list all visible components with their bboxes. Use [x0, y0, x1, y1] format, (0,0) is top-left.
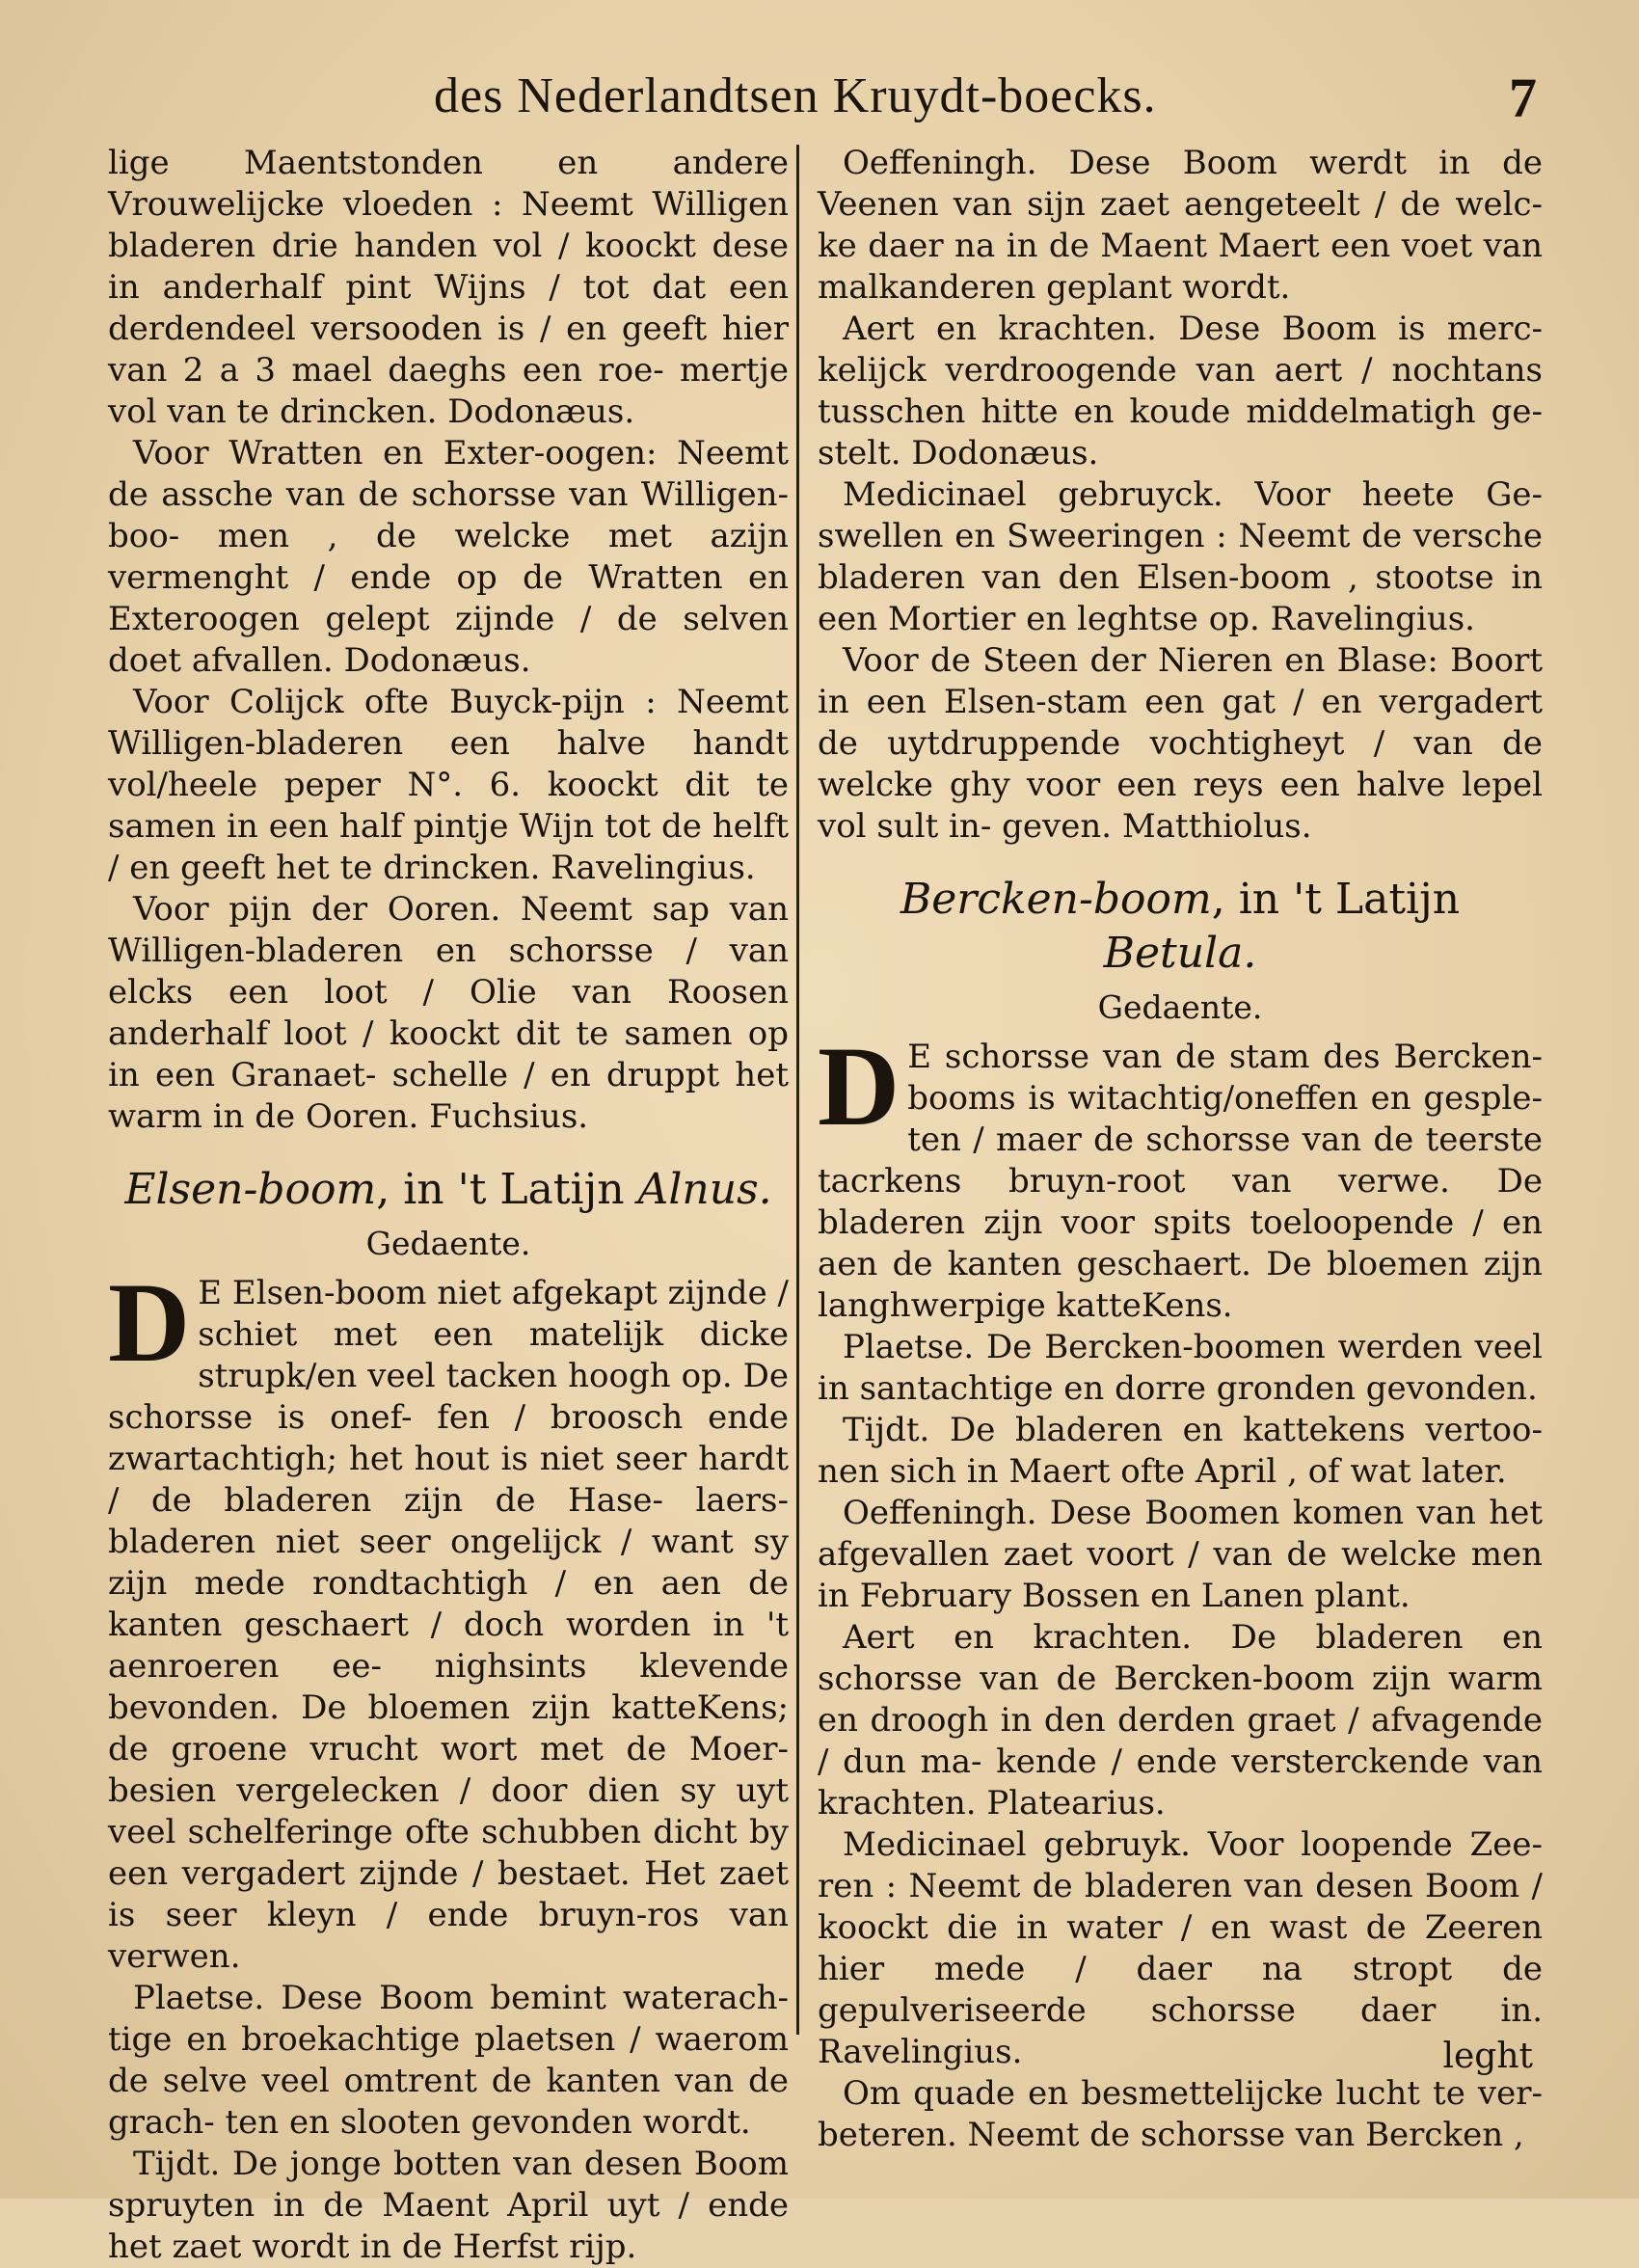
paragraph: Oeffeningh. Dese Boom werdt in de Veenen van sijn zaet aengeteelt / de welc- ke daer na in de Maent Maert een voet van malkanderen geplant wordt. [818, 144, 1543, 307]
paragraph: Medicinael gebruyk. Voor loopende Zee- ren : Neemt de bladeren van desen Boom / koockt die in water / en wast de Zeeren hier mede / daer na stropt de gepulveriseerde schorsse daer in. Ravelingius. [818, 1825, 1543, 2071]
drop-cap: D [108, 1259, 191, 1386]
paragraph: Aert en krachten. Dese Boom is merc- kelijck verdroogende van aert / nochtans tusschen hitte en koude middelmatigh ge- stelt. Dodonæus. [818, 310, 1543, 472]
page-header [0, 68, 1639, 145]
heading-latin: Betula. [1103, 929, 1257, 978]
paragraph-text: E schorsse van de stam des Bercken- booms is witachtig/oneffen en gesple- ten / maer de schorsse van de teerste tacrkens bruyn-root van verwe. De bladeren zijn voor spits toeloopende / en aen de kanten geschaert. De bloemen zijn langhwerpige katteKens. [818, 1038, 1543, 1325]
paragraph: Tijdt. De bladeren en kattekens vertoo- nen sich in Maert ofte April , of wat later. [818, 1411, 1543, 1491]
paragraph: Medicinael gebruyck. Voor heete Ge- swellen en Sweeringen : Neemt de versche bladeren van den Elsen-boom , stootse in een Mortier en leghtse op. Ravelingius. [818, 475, 1543, 638]
page-number: 7 [1509, 67, 1537, 129]
drop-cap: D [818, 1023, 900, 1149]
paragraph: Plaetse. De Bercken-boomen werden veel in santachtige en dorre gronden gevonden. [818, 1328, 1543, 1408]
paragraph: Om quade en besmettelijcke lucht te ver- beteren. Neemt de schorsse van Bercken , [818, 2074, 1543, 2154]
subheading: Gedaente. [365, 1225, 531, 1262]
heading-connector: , in 't Latijn [1211, 875, 1461, 924]
paragraph-with-dropcap [818, 1023, 1543, 1327]
paragraph: lige Maentstonden en andere Vrouwelijcke vloeden : Neemt Willigen bladeren drie handen vol / koockt dese in anderhalf pint Wijns / tot dat een derdendeel versooden is / en geeft hier van 2 a 3 mael daeghs een roe- mertje vol van te drincken. Dodonæus. [108, 144, 789, 431]
paragraph: Voor pijn der Ooren. Neemt sap van Willigen-bladeren en schorsse / van elcks een loot / Olie van Roosen anderhalf loot / koockt dit te samen op in een Granaet- schelle / en druppt het warm in de Ooren. Fuchsius. [108, 890, 789, 1136]
paragraph: Voor Wratten en Exter-oogen: Neemt de assche van de schorsse van Willigen-boo- men , de welcke met azijn vermenght / ende op de Wratten en Exteroogen gelept zijnde / de selven doet afvallen. Dodonæus. [108, 434, 789, 680]
paragraph: Tijdt. De jonge botten van desen Boom spruyten in de Maent April uyt / ende het zaet wordt in de Herfst rijp. [108, 2145, 789, 2266]
subheading: Gedaente. [1097, 988, 1263, 1026]
paragraph-text: E Elsen-boom niet afgekapt zijnde / schiet met een matelijk dicke strupk/en veel tacken hoogh op. De schorsse is onef- fen / broosch ende zwartachtigh; het hout is niet seer hardt / de bladeren zijn de Hase- laers-bladeren niet seer ongelijck / want sy zijn mede rondtachtigh / en aen de kanten geschaert / doch worden in 't aenroeren ee- nighsints klevende bevonden. De bloemen zijn katteKens; de groene vrucht wort met de Moer-besien vergelecken / door dien sy uyt veel schelferinge ofte schubben dicht by een vergadert zijnde / bestaet. Het zaet is seer kleyn / ende bruyn-ros van verwen. [108, 1274, 789, 1976]
heading-connector: , in 't Latijn [376, 1165, 638, 1214]
section-heading-elsen-boom [108, 1163, 789, 1217]
left-column [108, 143, 789, 2268]
heading-latin: Alnus. [637, 1165, 772, 1214]
paragraph: Voor Colijck ofte Buyck-pijn : Neemt Willigen-bladeren een halve handt vol/heele peper N°. 6. koockt dit te samen in een half pintje Wijn tot de helft / en geeft het te drincken. Ravelingius. [108, 683, 789, 887]
section-heading-bercken-boom [818, 873, 1543, 981]
running-title: des Nederlandtsen Kruydt-boecks. [434, 68, 1157, 123]
column-divider [796, 145, 799, 2035]
heading-name: Elsen-boom [124, 1165, 377, 1214]
right-column [818, 143, 1543, 2156]
heading-name: Bercken-boom [900, 875, 1212, 924]
paragraph: Voor de Steen der Nieren en Blase: Boort in een Elsen-stam een gat / en vergadert de uytdruppende vochtigheyt / van de welcke ghy voor een reys een halve lepel vol sult in- geven. Matthiolus. [818, 641, 1543, 846]
paragraph: Oeffeningh. Dese Boomen komen van het afgevallen zaet voort / van de welcke men in February Bossen en Lanen plant. [818, 1494, 1543, 1615]
paragraph-with-dropcap [108, 1259, 789, 1978]
paragraph: Plaetse. Dese Boom bemint waterach- tige en broekachtige plaetsen / waerom de selve veel omtrent de kanten van de grach- ten en slooten gevonden wordt. [108, 1979, 789, 2142]
paragraph: Aert en krachten. De bladeren en schorsse van de Bercken-boom zijn warm en droogh in den derden graet / afvagende / dun ma- kende / ende versterckende van krachten. Platearius. [818, 1618, 1543, 1822]
catchword: leght [1442, 2037, 1533, 2076]
